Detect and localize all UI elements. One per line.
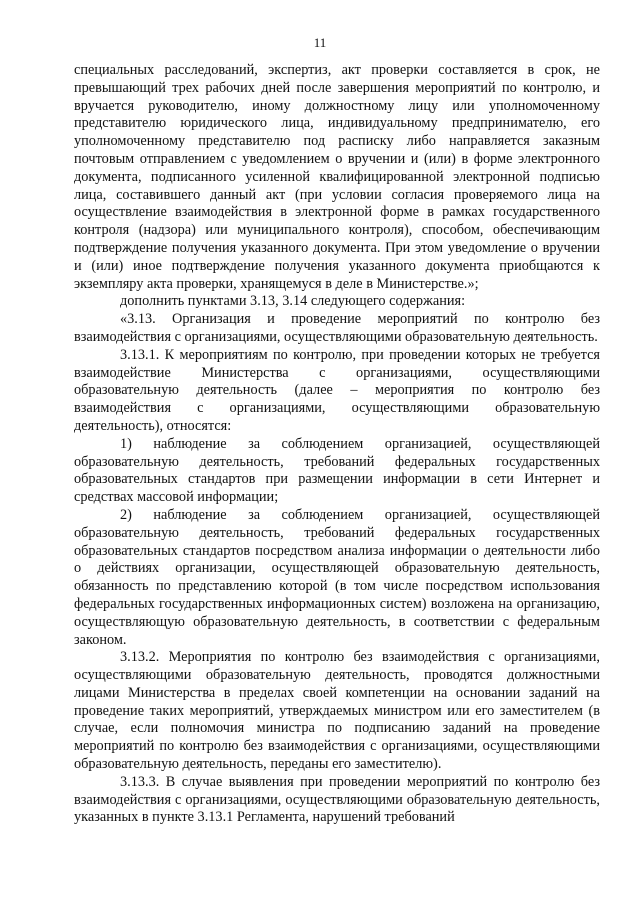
paragraph: специальных расследований, экспертиз, акт проверки составляется в срок, не превышающий трех рабочих дней после завершения мероприятий по контролю, и вручается руководителю, иному должностному лицу или уполномоченному представителю юридического лица, индивидуальному предпринимателю, его уполномоченному представителю под расписку либо направляется заказным почтовым отправлением с уведомлением о вручении и (или) в форме электронного документа, подписанного усиленной квалифицированной электронной подписью лица, составившего данный акт (при условии согласия проверяемого лица на осуществление взаимодействия в электронной форме в рамках государственного контроля (надзора) или муниципального контроля), способом, обеспечивающим подтверждение получения указанного документа. При этом уведомление о вручении и (или) иное подтверждение получения указанного документа приобщаются к экземпляру акта проверки, хранящемуся в деле в Министерстве.»; [74, 62, 600, 292]
paragraph: 3.13.2. Мероприятия по контролю без взаимодействия с организациями, осуществляющими образовательную деятельность, проводятся должностными лицами Министерства в пределах своей компетенции на основании заданий на проведение таких мероприятий, утверждаемых министром или его заместителем (в случае, если полномочия министра по подписанию заданий на проведение мероприятий по контролю без взаимодействия с организациями, осуществляющими образовательную деятельность, переданы его заместителю). [74, 649, 600, 773]
paragraph: 1) наблюдение за соблюдением организацией, осуществляющей образовательную деятельность, требований федеральных государственных образовательных стандартов при размещении информации в сети Интернет и средствах массовой информации; [74, 435, 600, 506]
page-number: 11 [313, 35, 327, 50]
paragraph: 3.13.3. В случае выявления при проведении мероприятий по контролю без взаимодействия с организациями, осуществляющими образовательную деятельность, указанных в пункте 3.13.1 Регламента, нарушений требований [74, 773, 600, 826]
paragraph: дополнить пунктами 3.13, 3.14 следующего содержания: [120, 293, 466, 310]
paragraph: 3.13.1. К мероприятиям по контролю, при проведении которых не требуется взаимодействие Министерства с организациями, осуществляющими образовательную деятельность (далее – мероприятия по контролю без взаимодействия с организациями, осуществляющими образовательную деятельность), относятся: [74, 346, 600, 434]
document-body [74, 62, 600, 827]
paragraph: 2) наблюдение за соблюдением организацией, осуществляющей образовательную деятельность, требований федеральных государственных образовательных стандартов посредством анализа информации о деятельности либо о действиях организации, осуществляющей образовательную деятельность, обязанность по представлению которой (в том числе посредством использования федеральных государственных информационных систем) возложена на организацию, осуществляющую образовательную деятельность, в соответствии с федеральным законом. [74, 506, 600, 648]
paragraph: «3.13. Организация и проведение мероприятий по контролю без взаимодействия с организациями, осуществляющими образовательную деятельность. [74, 311, 600, 345]
